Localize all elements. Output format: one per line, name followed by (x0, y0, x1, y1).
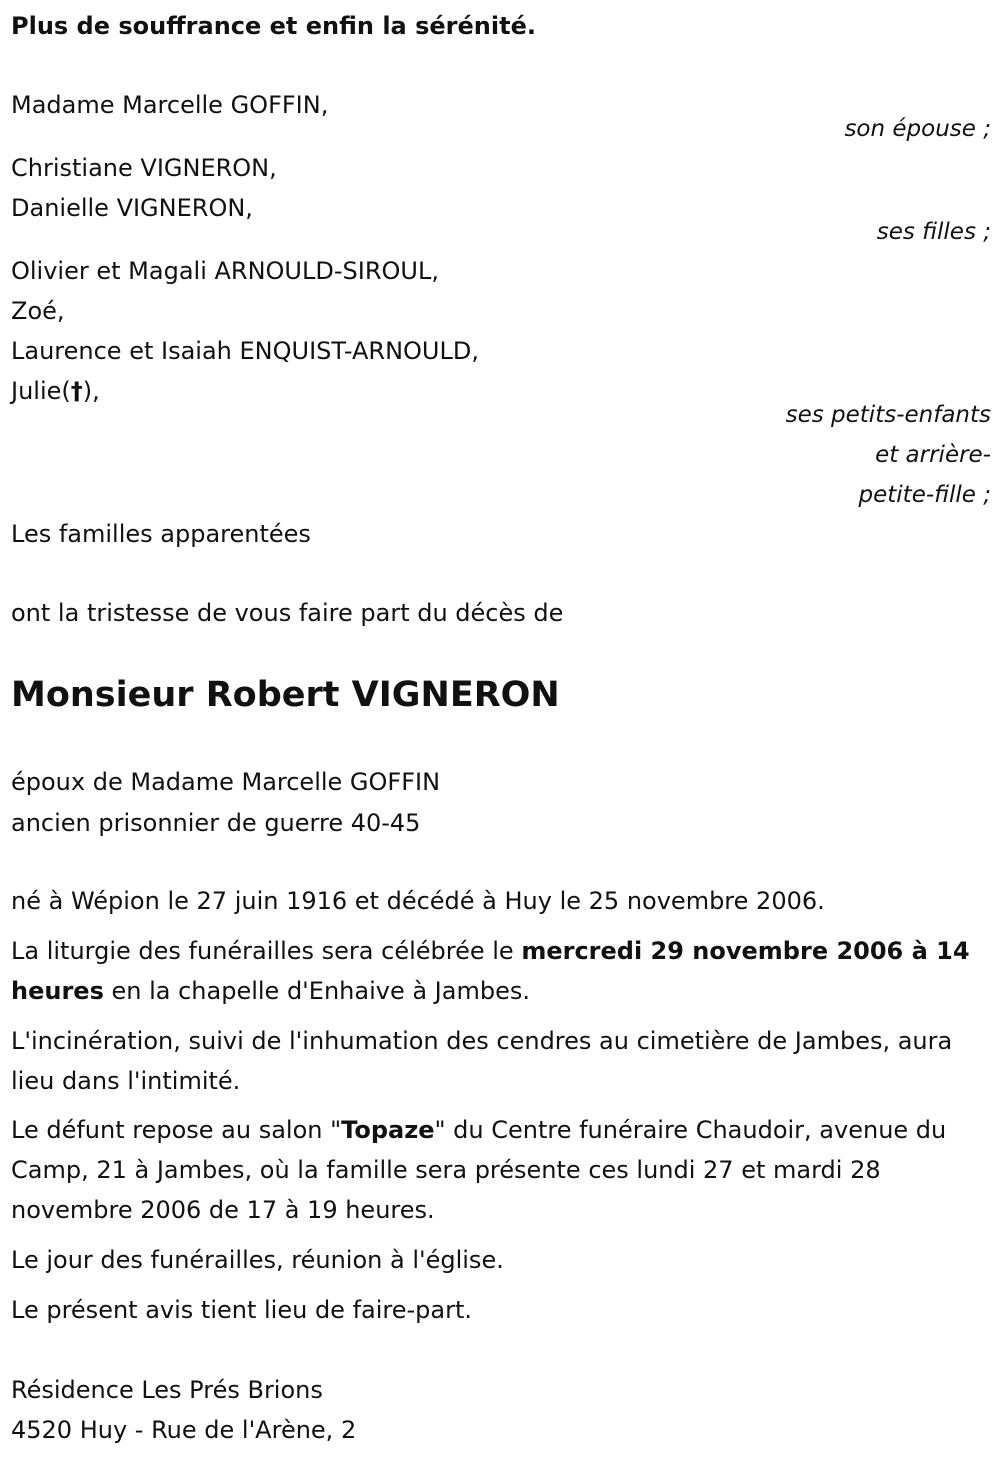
repose-paragraph: Le défunt repose au salon "Topaze" du Centre funéraire Chaudoir, avenue du Camp, 21 à Jambes, où la famille sera présente ces lundi 27 et mardi 28 novembre 2006 de 17 à 19 heures. (11, 1116, 947, 1224)
address-line: 4520 Huy - Rue de l'Arène, 2 (11, 1416, 357, 1444)
grandchildren-role: et arrière- (875, 442, 991, 468)
address-line: Résidence Les Prés Brions (11, 1376, 323, 1404)
deceased-spouse-line: époux de Madame Marcelle GOFFIN (11, 768, 441, 796)
notice-line: Le présent avis tient lieu de faire-part. (11, 1296, 473, 1324)
deceased-history-line: ancien prisonnier de guerre 40-45 (11, 809, 421, 837)
daughters-role: ses filles ; (876, 219, 991, 245)
related-families: Les familles apparentées (11, 520, 311, 548)
incineration-paragraph: L'incinération, suivi de l'inhumation des cendres au cimetière de Jambes, aura lieu dans l'intimité. (11, 1027, 953, 1095)
liturgy-paragraph: La liturgie des funérailles sera célébrée le mercredi 29 novembre 2006 à 14 heures en la chapelle d'Enhaive à Jambes. (11, 937, 970, 1005)
announcement: ont la tristesse de vous faire part du décès de (11, 599, 564, 627)
cross-icon: † (70, 377, 83, 405)
daughter-name: Danielle VIGNERON, (11, 194, 253, 222)
grandchild-name: Olivier et Magali ARNOULD-SIROUL, (11, 257, 439, 285)
spouse-name: Madame Marcelle GOFFIN, (11, 91, 329, 119)
grandchildren-role: ses petits-enfants (785, 402, 991, 428)
spouse-role: son épouse ; (844, 116, 991, 142)
funeral-day-line: Le jour des funérailles, réunion à l'église. (11, 1246, 504, 1274)
grandchild-name: Zoé, (11, 297, 65, 325)
grandchild-name: Laurence et Isaiah ENQUIST-ARNOULD, (11, 337, 479, 365)
header-quote: Plus de souffrance et enfin la sérénité. (11, 12, 536, 40)
grandchildren-role: petite-fille ; (858, 482, 991, 508)
daughter-name: Christiane VIGNERON, (11, 154, 277, 182)
deceased-name: Monsieur Robert VIGNERON (11, 675, 560, 715)
grandchild-name: Julie(†), (11, 377, 100, 405)
birth-death-line: né à Wépion le 27 juin 1916 et décédé à Huy le 25 novembre 2006. (11, 887, 825, 915)
